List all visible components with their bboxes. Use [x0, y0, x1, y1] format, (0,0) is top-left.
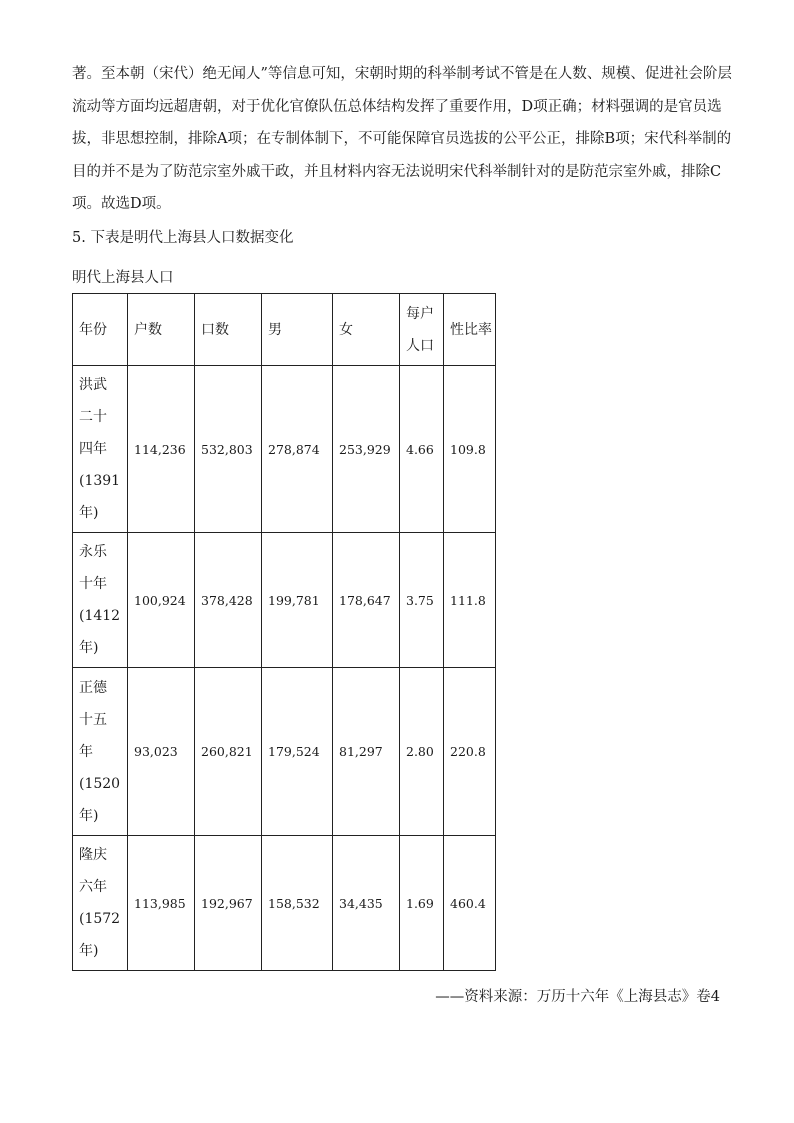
paragraph-line: 流动等方面均远超唐朝，对于优化官僚队伍总体结构发挥了重要作用，D项正确；材料强调的是官员选: [72, 98, 722, 115]
question-title: 5. 下表是明代上海县人口数据变化: [72, 230, 294, 246]
year-cell: [73, 836, 128, 971]
explanation-paragraph: [72, 58, 732, 221]
households-cell: 113,985: [128, 836, 195, 971]
year-line: 正德: [79, 679, 107, 696]
header-persons: 口数: [195, 294, 262, 366]
persons-cell: 532,803: [195, 366, 262, 533]
year-line: 年): [79, 505, 99, 521]
year-line: 年: [79, 743, 93, 760]
population-table: [72, 293, 496, 971]
table-row: [73, 836, 496, 971]
year-line: (1572: [79, 911, 121, 927]
paragraph-line: 项。故选D项。: [72, 196, 171, 212]
year-line: 洪武: [79, 377, 107, 393]
year-line: 十年: [79, 576, 107, 592]
households-cell: 100,924: [128, 533, 195, 668]
year-line: 十五: [79, 711, 107, 728]
female-cell: 253,929: [333, 366, 400, 533]
header-households: 户数: [128, 294, 195, 366]
sex-ratio-cell: 460.4: [444, 836, 496, 971]
per-household-cell: 3.75: [400, 533, 444, 668]
persons-cell: 378,428: [195, 533, 262, 668]
table-row: [73, 668, 496, 836]
table-row: [73, 533, 496, 668]
year-line: 四年: [79, 441, 107, 457]
paragraph-line: 拔，非思想控制，排除A项；在专制体制下，不可能保障官员选拔的公平公正，排除B项；宋代科举制的: [72, 131, 732, 147]
female-cell: 178,647: [333, 533, 400, 668]
year-line: 隆庆: [79, 847, 107, 863]
header-female: 女: [333, 294, 400, 366]
year-line: (1391: [79, 473, 121, 489]
male-cell: 278,874: [262, 366, 333, 533]
year-cell: [73, 366, 128, 533]
female-cell: 81,297: [333, 668, 400, 836]
source-citation: ——资料来源：万历十六年《上海县志》卷4: [435, 989, 720, 1005]
sex-ratio-cell: 220.8: [444, 668, 496, 836]
header-year: 年份: [73, 294, 128, 366]
table-caption: 明代上海县人口: [72, 270, 174, 286]
male-cell: 158,532: [262, 836, 333, 971]
households-cell: 114,236: [128, 366, 195, 533]
table-header-row: [73, 294, 496, 366]
per-household-cell: 2.80: [400, 668, 444, 836]
year-line: 永乐: [79, 544, 107, 560]
table-row: [73, 366, 496, 533]
per-household-cell: 4.66: [400, 366, 444, 533]
households-cell: 93,023: [128, 668, 195, 836]
persons-cell: 192,967: [195, 836, 262, 971]
paragraph-line: 目的并不是为了防范宗室外戚干政，并且材料内容无法说明宋代科举制针对的是防范宗室外戚，排除C: [72, 163, 722, 180]
paragraph-line: 著。至本朝（宋代）绝无闻人”等信息可知，宋朝时期的科举制考试不管是在人数、规模、促进社会阶层: [72, 66, 732, 82]
year-line: 年): [79, 943, 99, 959]
sex-ratio-cell: 111.8: [444, 533, 496, 668]
year-line: 年): [79, 807, 99, 824]
persons-cell: 260,821: [195, 668, 262, 836]
year-cell: [73, 668, 128, 836]
header-per-household: 每户人口: [400, 294, 444, 366]
year-line: (1520: [79, 775, 121, 792]
year-line: 年): [79, 640, 99, 656]
year-line: (1412: [79, 608, 121, 624]
male-cell: 199,781: [262, 533, 333, 668]
per-household-cell: 1.69: [400, 836, 444, 971]
year-cell: [73, 533, 128, 668]
header-male: 男: [262, 294, 333, 366]
sex-ratio-cell: 109.8: [444, 366, 496, 533]
year-line: 二十: [79, 409, 107, 425]
male-cell: 179,524: [262, 668, 333, 836]
female-cell: 34,435: [333, 836, 400, 971]
year-line: 六年: [79, 879, 107, 895]
header-sex-ratio: 性比率: [444, 294, 496, 366]
